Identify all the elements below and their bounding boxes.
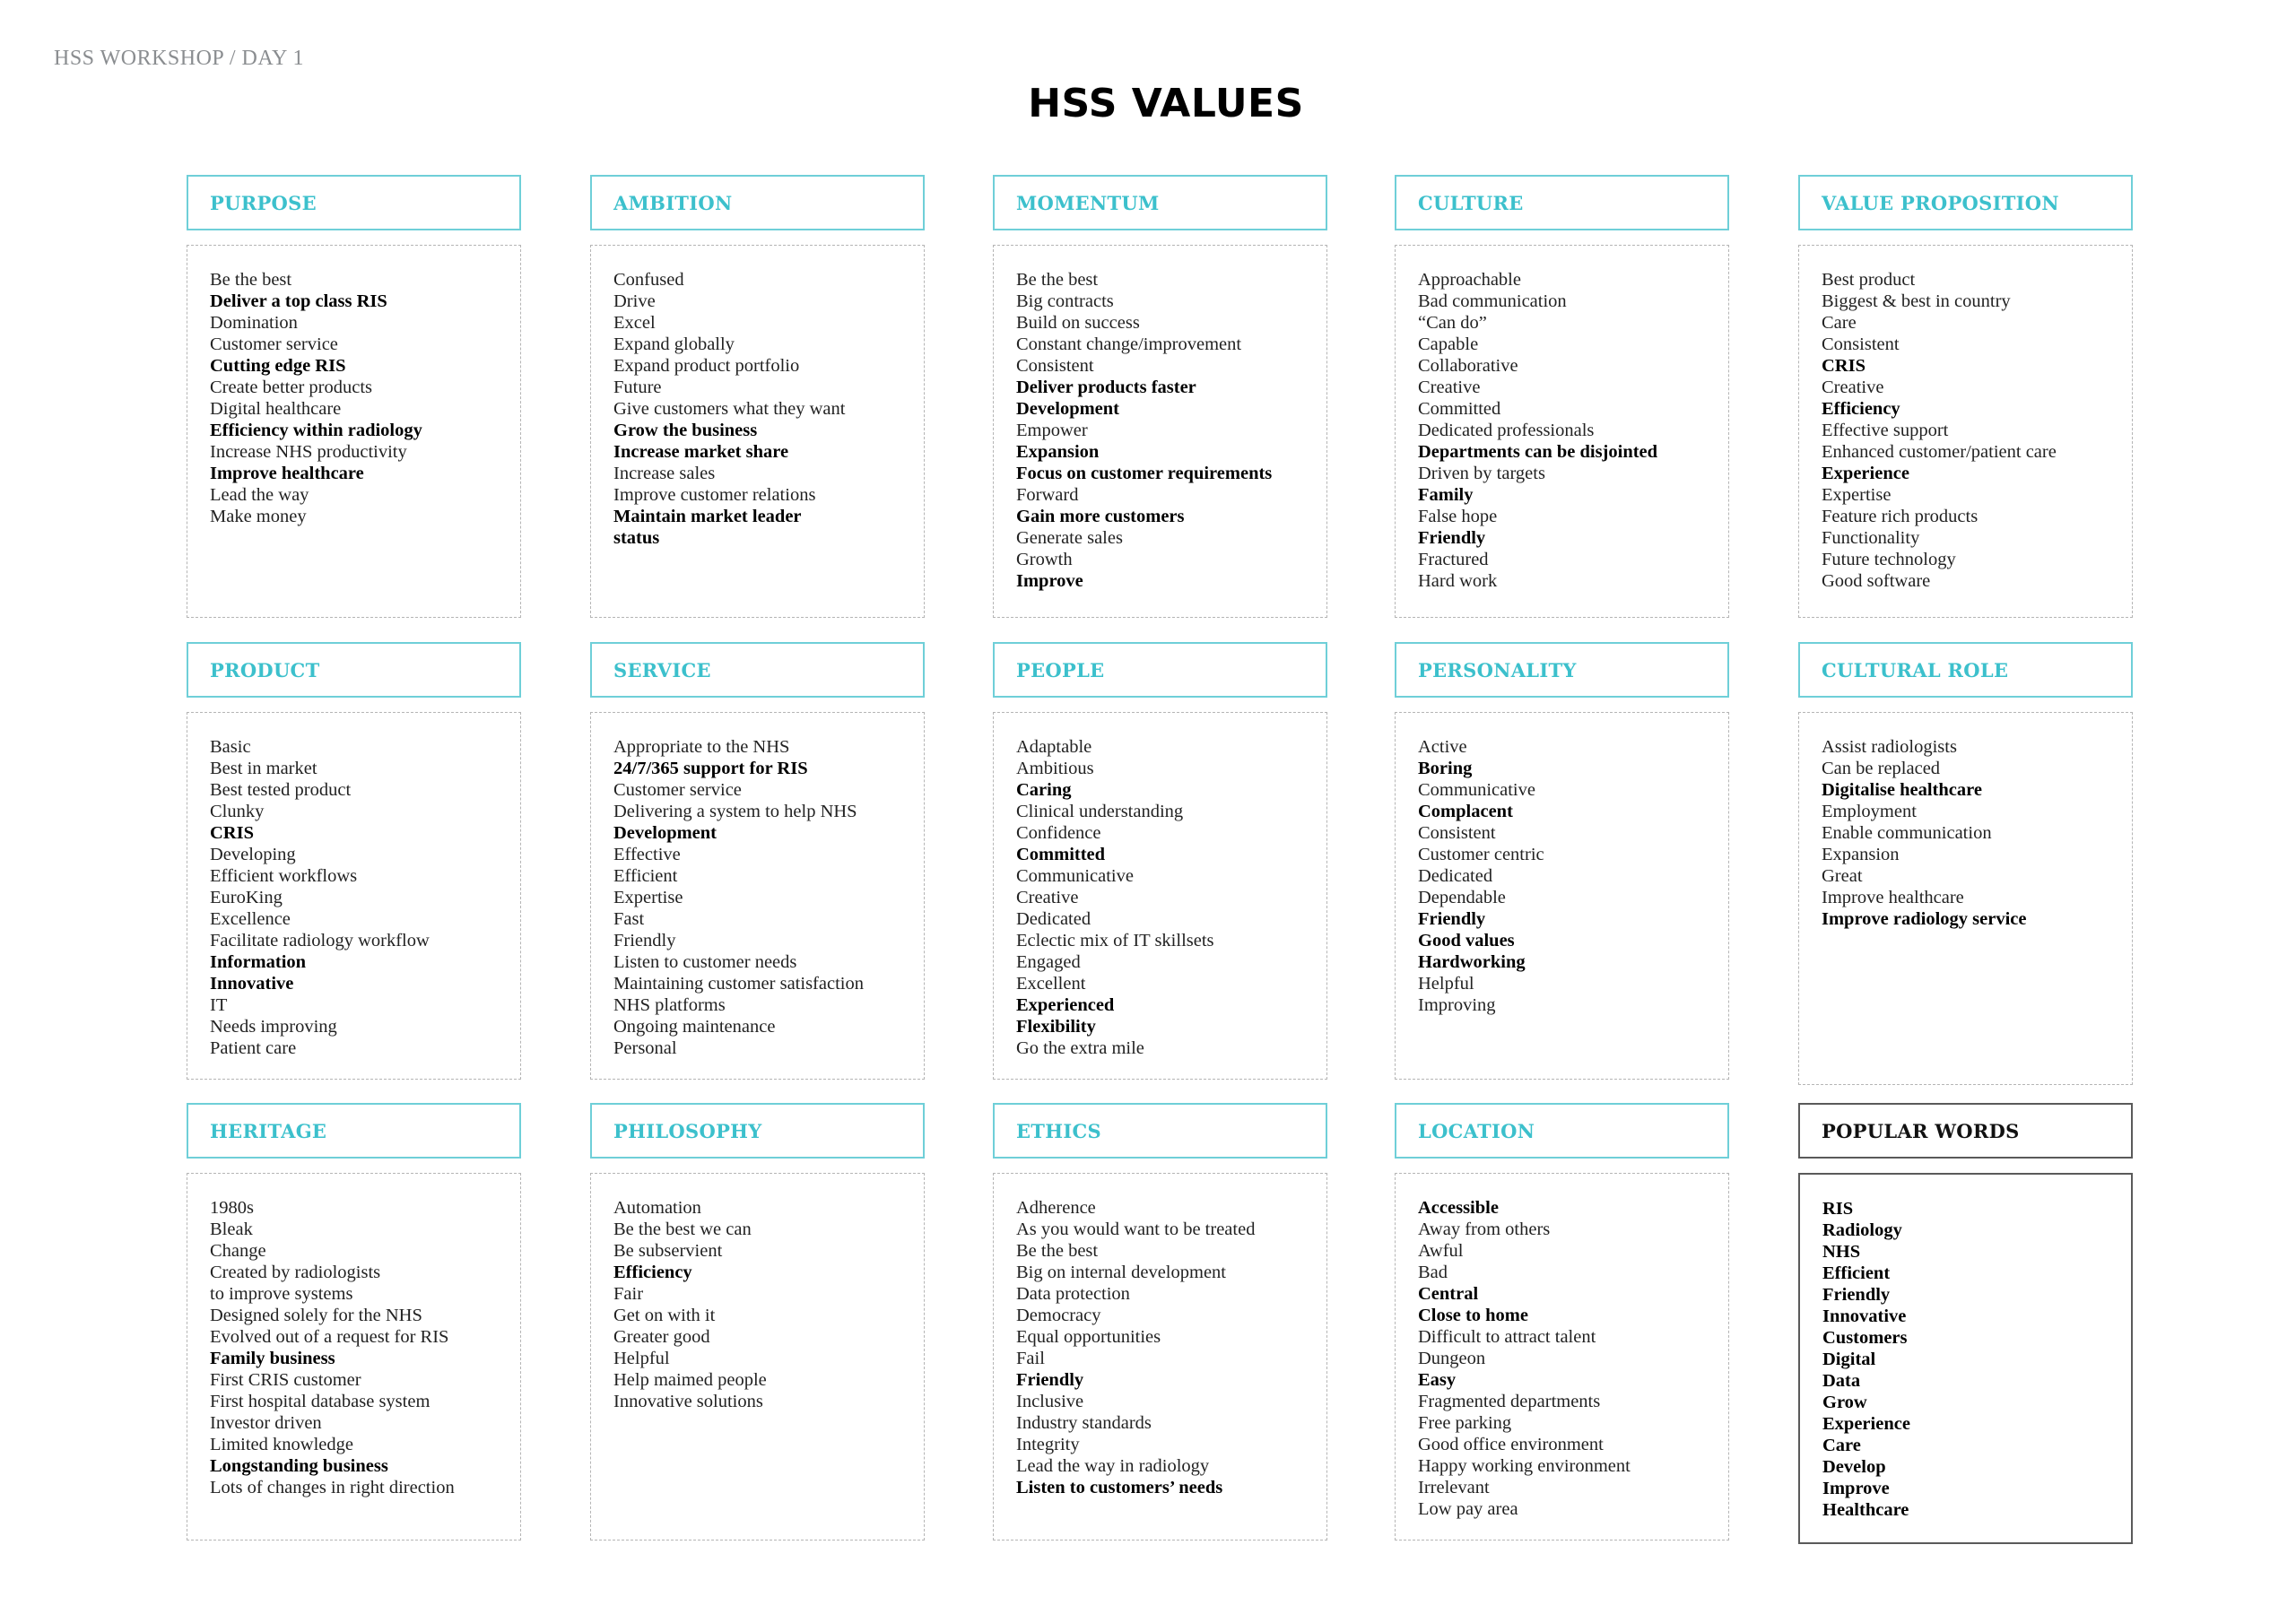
value-item: Improving [1418,995,1496,1015]
card-product [187,642,521,1080]
value-item: Maintaining customer satisfaction [613,974,864,994]
value-item: Cutting edge RIS [210,356,346,376]
value-item: Biggest & best in country [1822,291,2011,311]
value-item: Helpful [613,1349,670,1368]
value-item: Engaged [1016,952,1081,972]
value-item: Active [1418,737,1467,757]
value-item: Effective support [1822,421,1949,440]
value-item: Domination [210,313,298,333]
value-item: Good office environment [1418,1435,1604,1454]
value-item: Functionality [1822,528,1920,548]
value-item: Future [613,378,662,397]
card-heritage [187,1103,521,1541]
value-item: Family business [210,1349,335,1368]
value-item: Best product [1822,270,1916,290]
value-item: Appropriate to the NHS [613,737,790,757]
value-item: Improve radiology service [1822,909,2027,929]
value-item: Awful [1418,1241,1464,1261]
page-title: HSS VALUES [1028,81,1304,126]
value-item: Healthcare [1822,1500,1909,1520]
value-item: Improve customer relations [613,485,816,505]
value-item: “Can do” [1418,313,1487,333]
value-item: Fractured [1418,550,1489,569]
value-item: Make money [210,507,307,526]
value-item: Enable communication [1822,823,1992,843]
value-item: Ambitious [1016,759,1094,778]
value-list [210,1197,511,1498]
value-item: Expansion [1016,442,1100,462]
card-header: PERSONALITY [1395,642,1729,698]
value-item: Friendly [1016,1370,1084,1390]
value-item: Eclectic mix of IT skillsets [1016,931,1214,950]
value-item: Care [1822,313,1857,333]
value-item: Growth [1016,550,1073,569]
card-ambition [590,175,925,618]
value-item: Longstanding business [210,1456,388,1476]
card-header: CULTURE [1395,175,1729,230]
value-list [613,736,915,1059]
card-body [590,1173,925,1541]
value-item: Be subservient [613,1241,723,1261]
value-item: Lead the way [210,485,309,505]
card-people [993,642,1327,1080]
value-item: Increase market share [613,442,789,462]
value-item: Lots of changes in right direction [210,1478,455,1497]
value-item: Best tested product [210,780,352,800]
value-item: Customer centric [1418,845,1544,864]
value-item: Increase NHS productivity [210,442,407,462]
value-item: Data [1822,1371,1861,1391]
card-header: SERVICE [590,642,925,698]
value-item: Basic [210,737,251,757]
value-item: Delivering a system to help NHS [613,802,857,821]
value-item: Dependable [1418,888,1506,907]
value-item: Drive [613,291,656,311]
value-list [1016,736,1318,1059]
value-item: Constant change/improvement [1016,334,1242,354]
value-item: Focus on customer requirements [1016,464,1273,483]
value-item: Happy working environment [1418,1456,1631,1476]
value-item: Departments can be disjointed [1418,442,1658,462]
value-list [1016,1197,1318,1498]
value-item: Limited knowledge [210,1435,353,1454]
value-item: Investor driven [210,1413,322,1433]
value-item: Help maimed people [613,1370,767,1390]
card-purpose [187,175,521,618]
value-item: Improve [1822,1479,1890,1498]
card-personality [1395,642,1729,1080]
card-header: PURPOSE [187,175,521,230]
card-header: VALUE PROPOSITION [1798,175,2133,230]
value-item: NHS platforms [613,995,726,1015]
value-item: Bad communication [1418,291,1567,311]
value-list [613,269,915,549]
value-item: Efficient workflows [210,866,358,886]
value-item: Caring [1016,780,1072,800]
value-item: Be the best we can [613,1219,752,1239]
value-item: Creative [1418,378,1481,397]
value-item: Generate sales [1016,528,1123,548]
card-body [1395,712,1729,1080]
value-item: Customer service [210,334,338,354]
value-item: Improve healthcare [1822,888,1964,907]
value-item: Consistent [1418,823,1496,843]
value-item: Gain more customers [1016,507,1185,526]
value-item: Dedicated [1016,909,1091,929]
card-body [590,712,925,1080]
value-item: CRIS [1822,356,1866,376]
value-item: EuroKing [210,888,283,907]
value-item: Expand globally [613,334,735,354]
value-item: Greater good [613,1327,710,1347]
value-item: Industry standards [1016,1413,1152,1433]
value-item: Give customers what they want [613,399,846,419]
value-item: Assist radiologists [1822,737,1957,757]
value-item: Fail [1016,1349,1045,1368]
card-popular-words [1798,1103,2133,1544]
card-header: MOMENTUM [993,175,1327,230]
value-item: Maintain market leader [613,507,802,526]
value-item: Create better products [210,378,373,397]
value-item: Creative [1016,888,1079,907]
value-list [613,1197,915,1412]
value-item: Bleak [210,1219,253,1239]
card-culture [1395,175,1729,618]
value-item: Be the best [210,270,292,290]
value-item: Away from others [1418,1219,1551,1239]
value-item: Digital [1822,1350,1876,1369]
value-item: Confidence [1016,823,1101,843]
card-body [1798,245,2133,618]
card-body [1798,712,2133,1085]
value-item: Efficient [613,866,678,886]
value-item: Improve healthcare [210,464,364,483]
value-item: Evolved out of a request for RIS [210,1327,449,1347]
card-cultural-role [1798,642,2133,1085]
value-item: Change [210,1241,266,1261]
value-item: Communicative [1016,866,1134,886]
value-item: Big contracts [1016,291,1114,311]
card-body [187,712,521,1080]
card-value-proposition [1798,175,2133,618]
value-item: Easy [1418,1370,1457,1390]
value-item: Great [1822,866,1863,886]
value-item: Created by radiologists [210,1263,381,1282]
value-item: Big on internal development [1016,1263,1226,1282]
value-item: Driven by targets [1418,464,1545,483]
value-item: Efficiency [1822,399,1900,419]
value-item: Expertise [613,888,683,907]
card-body [590,245,925,618]
value-item: Hard work [1418,571,1498,591]
value-item: Adaptable [1016,737,1092,757]
value-item: Committed [1418,399,1501,419]
value-item: Listen to customer needs [613,952,797,972]
value-item: Helpful [1418,974,1474,994]
card-header: HERITAGE [187,1103,521,1159]
value-item: 24/7/365 support for RIS [613,759,808,778]
card-momentum [993,175,1327,618]
value-item: Fast [613,909,645,929]
value-list [210,269,511,527]
value-item: Listen to customers’ needs [1016,1478,1223,1497]
value-item: Excel [613,313,656,333]
value-item: Deliver products faster [1016,378,1196,397]
card-body [187,1173,521,1541]
value-item: Consistent [1822,334,1900,354]
card-body [1395,245,1729,618]
value-item: Ongoing maintenance [613,1017,776,1037]
value-item: Fair [613,1284,644,1304]
value-item: Dedicated [1418,866,1493,886]
value-item: Approachable [1418,270,1521,290]
value-item: Clinical understanding [1016,802,1184,821]
value-item: Free parking [1418,1413,1512,1433]
card-header: ETHICS [993,1103,1327,1159]
value-item: Excellence [210,909,291,929]
value-item: Enhanced customer/patient care [1822,442,2057,462]
value-item: Employment [1822,802,1917,821]
workshop-day-label: HSS WORKSHOP / DAY 1 [54,47,304,70]
value-item: Efficiency within radiology [210,421,422,440]
value-item: Efficiency [613,1263,692,1282]
value-item: Difficult to attract talent [1418,1327,1596,1347]
value-item: IT [210,995,228,1015]
value-item: Information [210,952,307,972]
value-item: Friendly [1418,909,1486,929]
value-item: Expertise [1822,485,1892,505]
value-item: Inclusive [1016,1392,1084,1411]
value-item: Care [1822,1436,1861,1455]
value-item: Experienced [1016,995,1115,1015]
value-item: Effective [613,845,681,864]
value-item: RIS [1822,1199,1854,1219]
value-list [210,736,511,1059]
value-item: Good values [1418,931,1515,950]
value-list [1016,269,1318,592]
value-item: Experience [1822,464,1909,483]
value-item: Innovative [1822,1306,1907,1326]
card-body [993,1173,1327,1541]
value-item: Good software [1822,571,1931,591]
card-header: PRODUCT [187,642,521,698]
value-item: Irrelevant [1418,1478,1490,1497]
card-header: AMBITION [590,175,925,230]
value-item: Consistent [1016,356,1094,376]
value-item: Excellent [1016,974,1086,994]
card-philosophy [590,1103,925,1541]
value-item: Be the best [1016,1241,1099,1261]
value-item: As you would want to be treated [1016,1219,1256,1239]
value-list [1418,736,1719,1016]
value-item: Friendly [1822,1285,1891,1305]
value-item: Experience [1822,1414,1910,1434]
value-item: First hospital database system [210,1392,430,1411]
value-item: Accessible [1418,1198,1499,1218]
value-item: Best in market [210,759,317,778]
card-body [993,712,1327,1080]
value-item: Automation [613,1198,701,1218]
card-header: POPULAR WORDS [1798,1103,2133,1159]
card-body [1395,1173,1729,1541]
value-item: Dedicated professionals [1418,421,1595,440]
value-item: Clunky [210,802,265,821]
value-item: Radiology [1822,1220,1902,1240]
value-item: Developing [210,845,296,864]
value-item: Boring [1418,759,1473,778]
card-body [993,245,1327,618]
card-header: CULTURAL ROLE [1798,642,2133,698]
value-item: Dungeon [1418,1349,1486,1368]
value-item: Empower [1016,421,1088,440]
value-item: Friendly [613,931,676,950]
value-item: Digital healthcare [210,399,342,419]
value-item: Close to home [1418,1306,1528,1325]
value-item: Low pay area [1418,1499,1518,1519]
value-item: Personal [613,1038,677,1058]
card-header: PHILOSOPHY [590,1103,925,1159]
value-item: Needs improving [210,1017,337,1037]
value-item: status [613,528,660,548]
value-item: Digitalise healthcare [1822,780,1982,800]
value-item: Confused [613,270,684,290]
value-item: Improve [1016,571,1083,591]
card-header: PEOPLE [993,642,1327,698]
value-item: Increase sales [613,464,716,483]
value-item: Creative [1822,378,1884,397]
card-header: LOCATION [1395,1103,1729,1159]
value-item: Bad [1418,1263,1448,1282]
value-item: Equal opportunities [1016,1327,1161,1347]
value-item: Lead the way in radiology [1016,1456,1210,1476]
value-item: Be the best [1016,270,1099,290]
value-list [1822,1198,2122,1521]
value-item: Committed [1016,845,1106,864]
value-item: 1980s [210,1198,254,1218]
value-item: Communicative [1418,780,1535,800]
card-ethics [993,1103,1327,1541]
value-item: Democracy [1016,1306,1101,1325]
card-body [1798,1173,2133,1544]
value-item: Family [1418,485,1474,505]
card-location [1395,1103,1729,1541]
value-list [1822,736,2123,930]
value-item: Can be replaced [1822,759,1941,778]
value-list [1418,1197,1719,1520]
value-item: Central [1418,1284,1479,1304]
value-list [1418,269,1719,592]
value-item: Data protection [1016,1284,1130,1304]
card-service [590,642,925,1080]
value-item: Capable [1418,334,1479,354]
value-item: Friendly [1418,528,1486,548]
value-item: Complacent [1418,802,1513,821]
value-item: Customer service [613,780,742,800]
value-item: Go the extra mile [1016,1038,1144,1058]
value-item: to improve systems [210,1284,353,1304]
value-item: Development [613,823,718,843]
value-item: Customers [1822,1328,1908,1348]
value-item: Collaborative [1418,356,1518,376]
value-item: Forward [1016,485,1079,505]
value-item: Efficient [1822,1263,1891,1283]
value-item: Get on with it [613,1306,716,1325]
value-item: False hope [1418,507,1498,526]
value-item: Build on success [1016,313,1140,333]
value-item: Facilitate radiology workflow [210,931,430,950]
value-item: Future technology [1822,550,1956,569]
value-item: Hardworking [1418,952,1526,972]
value-item: Development [1016,399,1120,419]
card-body [187,245,521,618]
value-item: Feature rich products [1822,507,1979,526]
value-item: Innovative solutions [613,1392,763,1411]
value-item: First CRIS customer [210,1370,361,1390]
value-item: Integrity [1016,1435,1080,1454]
value-item: Develop [1822,1457,1886,1477]
value-item: CRIS [210,823,254,843]
value-item: Expand product portfolio [613,356,800,376]
value-item: Fragmented departments [1418,1392,1601,1411]
value-item: Grow the business [613,421,758,440]
value-item: Adherence [1016,1198,1096,1218]
value-item: Grow [1822,1393,1867,1412]
value-item: Designed solely for the NHS [210,1306,422,1325]
value-item: NHS [1822,1242,1861,1262]
value-item: Patient care [210,1038,297,1058]
value-item: Innovative [210,974,294,994]
value-item: Deliver a top class RIS [210,291,387,311]
value-item: Flexibility [1016,1017,1096,1037]
value-list [1822,269,2123,592]
value-item: Expansion [1822,845,1900,864]
